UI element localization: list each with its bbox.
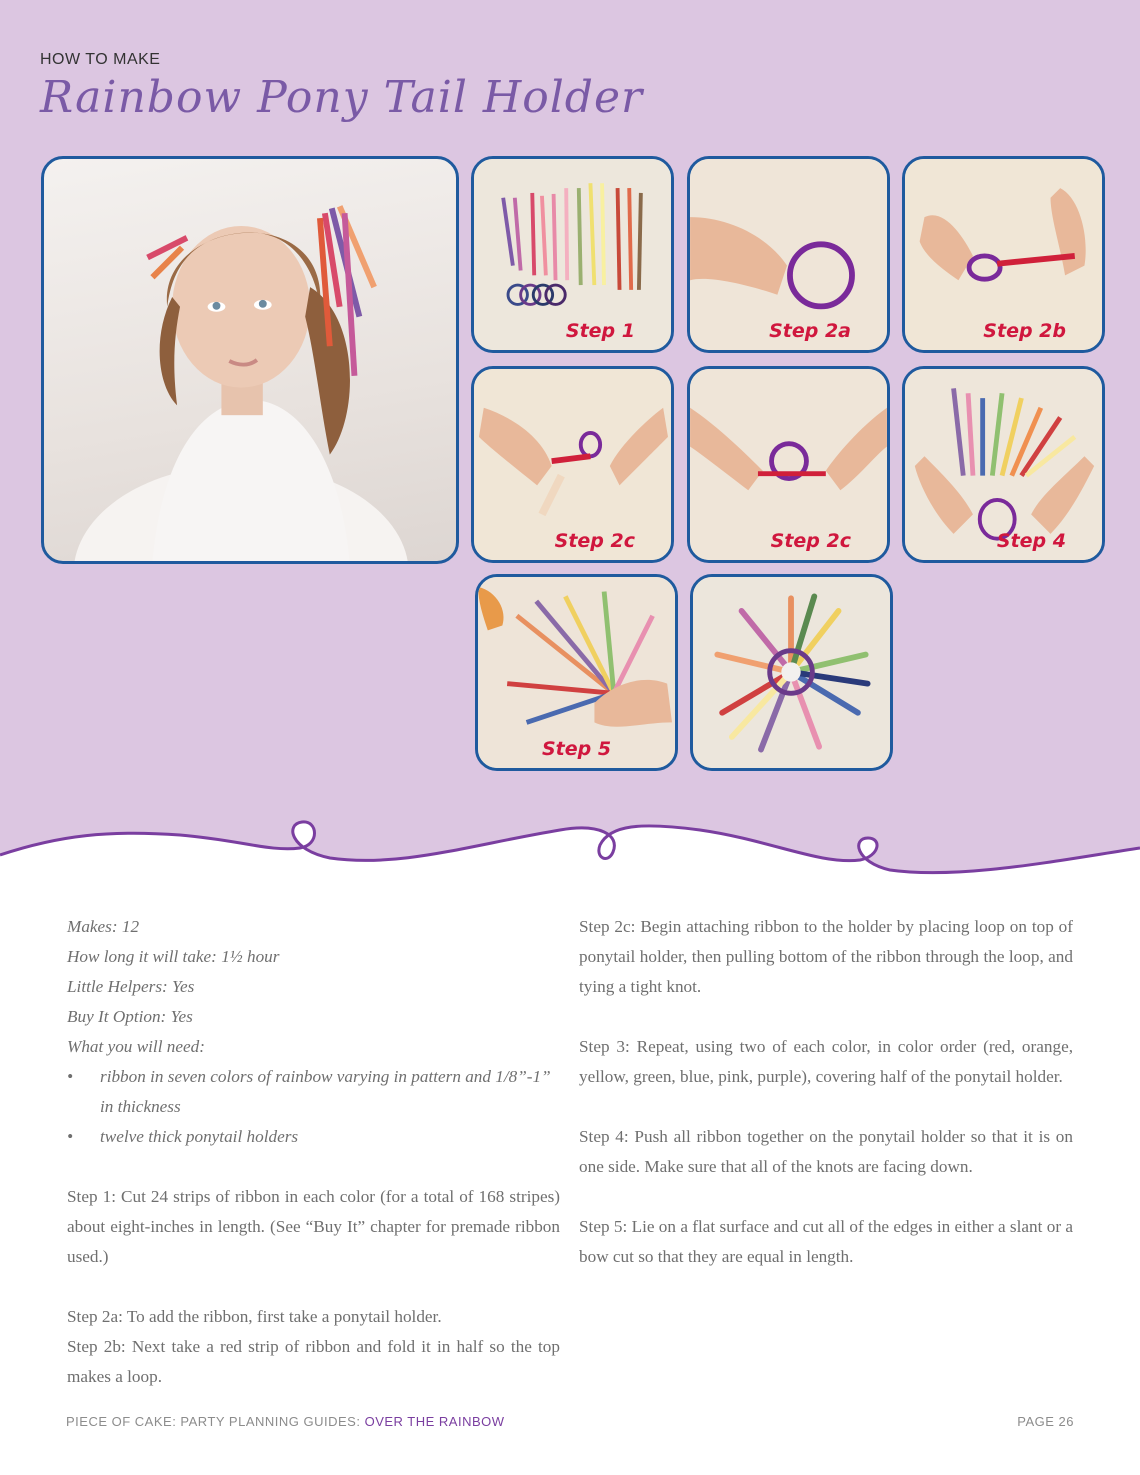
step-2a-text: Step 2a: To add the ribbon, first take a ponytail holder. xyxy=(67,1307,442,1326)
step-label: Step 2b xyxy=(983,320,1066,342)
time-text: How long it will take: 1½ hour xyxy=(67,947,280,966)
left-column xyxy=(67,912,560,1392)
step-2c-photo-a xyxy=(471,366,674,563)
finished-holder-image xyxy=(693,577,890,768)
bullet-icon: • xyxy=(67,1127,74,1146)
step-2b-photo xyxy=(902,156,1105,353)
step-2c-text: Step 2c: Begin attaching ribbon to the holder by placing loop on top of ponytail holder, then pulling bottom of the ribbon through the loop, and tying a tight knot. xyxy=(579,917,1073,996)
step-4-text: Step 4: Push all ribbon together on the ponytail holder so that it is on one side. Make sure that all of the knots are facing down. xyxy=(579,1127,1073,1176)
finished-photo xyxy=(690,574,893,771)
needs-list xyxy=(67,1062,560,1152)
step-label: Step 2c xyxy=(770,530,851,552)
step-5-text: Step 5: Lie on a flat surface and cut all of the edges in either a slant or a bow cut so that they are equal in length. xyxy=(579,1217,1073,1266)
girl-illustration xyxy=(44,159,456,561)
step-label: Step 1 xyxy=(565,320,635,342)
footer-theme: OVER THE RAINBOW xyxy=(364,1414,505,1429)
buy-option-text: Buy It Option: Yes xyxy=(67,1007,193,1026)
step-2c-photo-b xyxy=(687,366,890,563)
page-title: Rainbow Pony Tail Holder xyxy=(40,72,644,123)
step-label: Step 2a xyxy=(769,320,851,342)
step-2a-photo xyxy=(687,156,890,353)
step-2b-text: Step 2b: Next take a red strip of ribbon and fold it in half so the top makes a loop. xyxy=(67,1337,560,1386)
footer-series: PIECE OF CAKE: PARTY PLANNING GUIDES: xyxy=(66,1414,365,1429)
step-label: Step 2c xyxy=(554,530,635,552)
step-label: Step 5 xyxy=(541,738,612,760)
bullet-icon: • xyxy=(67,1067,74,1086)
eyebrow-label: HOW TO MAKE xyxy=(40,51,161,68)
right-column xyxy=(579,912,1073,1272)
hero-photo xyxy=(41,156,459,564)
footer-guide-title xyxy=(66,1414,505,1429)
step-label: Step 4 xyxy=(996,530,1066,552)
step-5-photo xyxy=(475,574,678,771)
needs-label: What you will need: xyxy=(67,1037,205,1056)
makes-text: Makes: 12 xyxy=(67,917,140,936)
wave-divider xyxy=(0,790,1140,900)
needs-item xyxy=(67,1062,560,1122)
needs-item xyxy=(67,1122,560,1152)
helpers-text: Little Helpers: Yes xyxy=(67,977,195,996)
step-1-photo xyxy=(471,156,674,353)
page-number: PAGE 26 xyxy=(1017,1414,1074,1429)
needs-item-text: twelve thick ponytail holders xyxy=(100,1127,299,1146)
needs-item-text: ribbon in seven colors of rainbow varying in pattern and 1/8”-1” in thickness xyxy=(100,1067,551,1116)
step-1-text: Step 1: Cut 24 strips of ribbon in each color (for a total of 168 stripes) about eight-inches in length. (See “Buy It” chapter for premade ribbon used.) xyxy=(67,1187,560,1266)
step-4-photo xyxy=(902,366,1105,563)
step-3-text: Step 3: Repeat, using two of each color, in color order (red, orange, yellow, green, blue, pink, purple), covering half of the ponytail holder. xyxy=(579,1037,1073,1086)
